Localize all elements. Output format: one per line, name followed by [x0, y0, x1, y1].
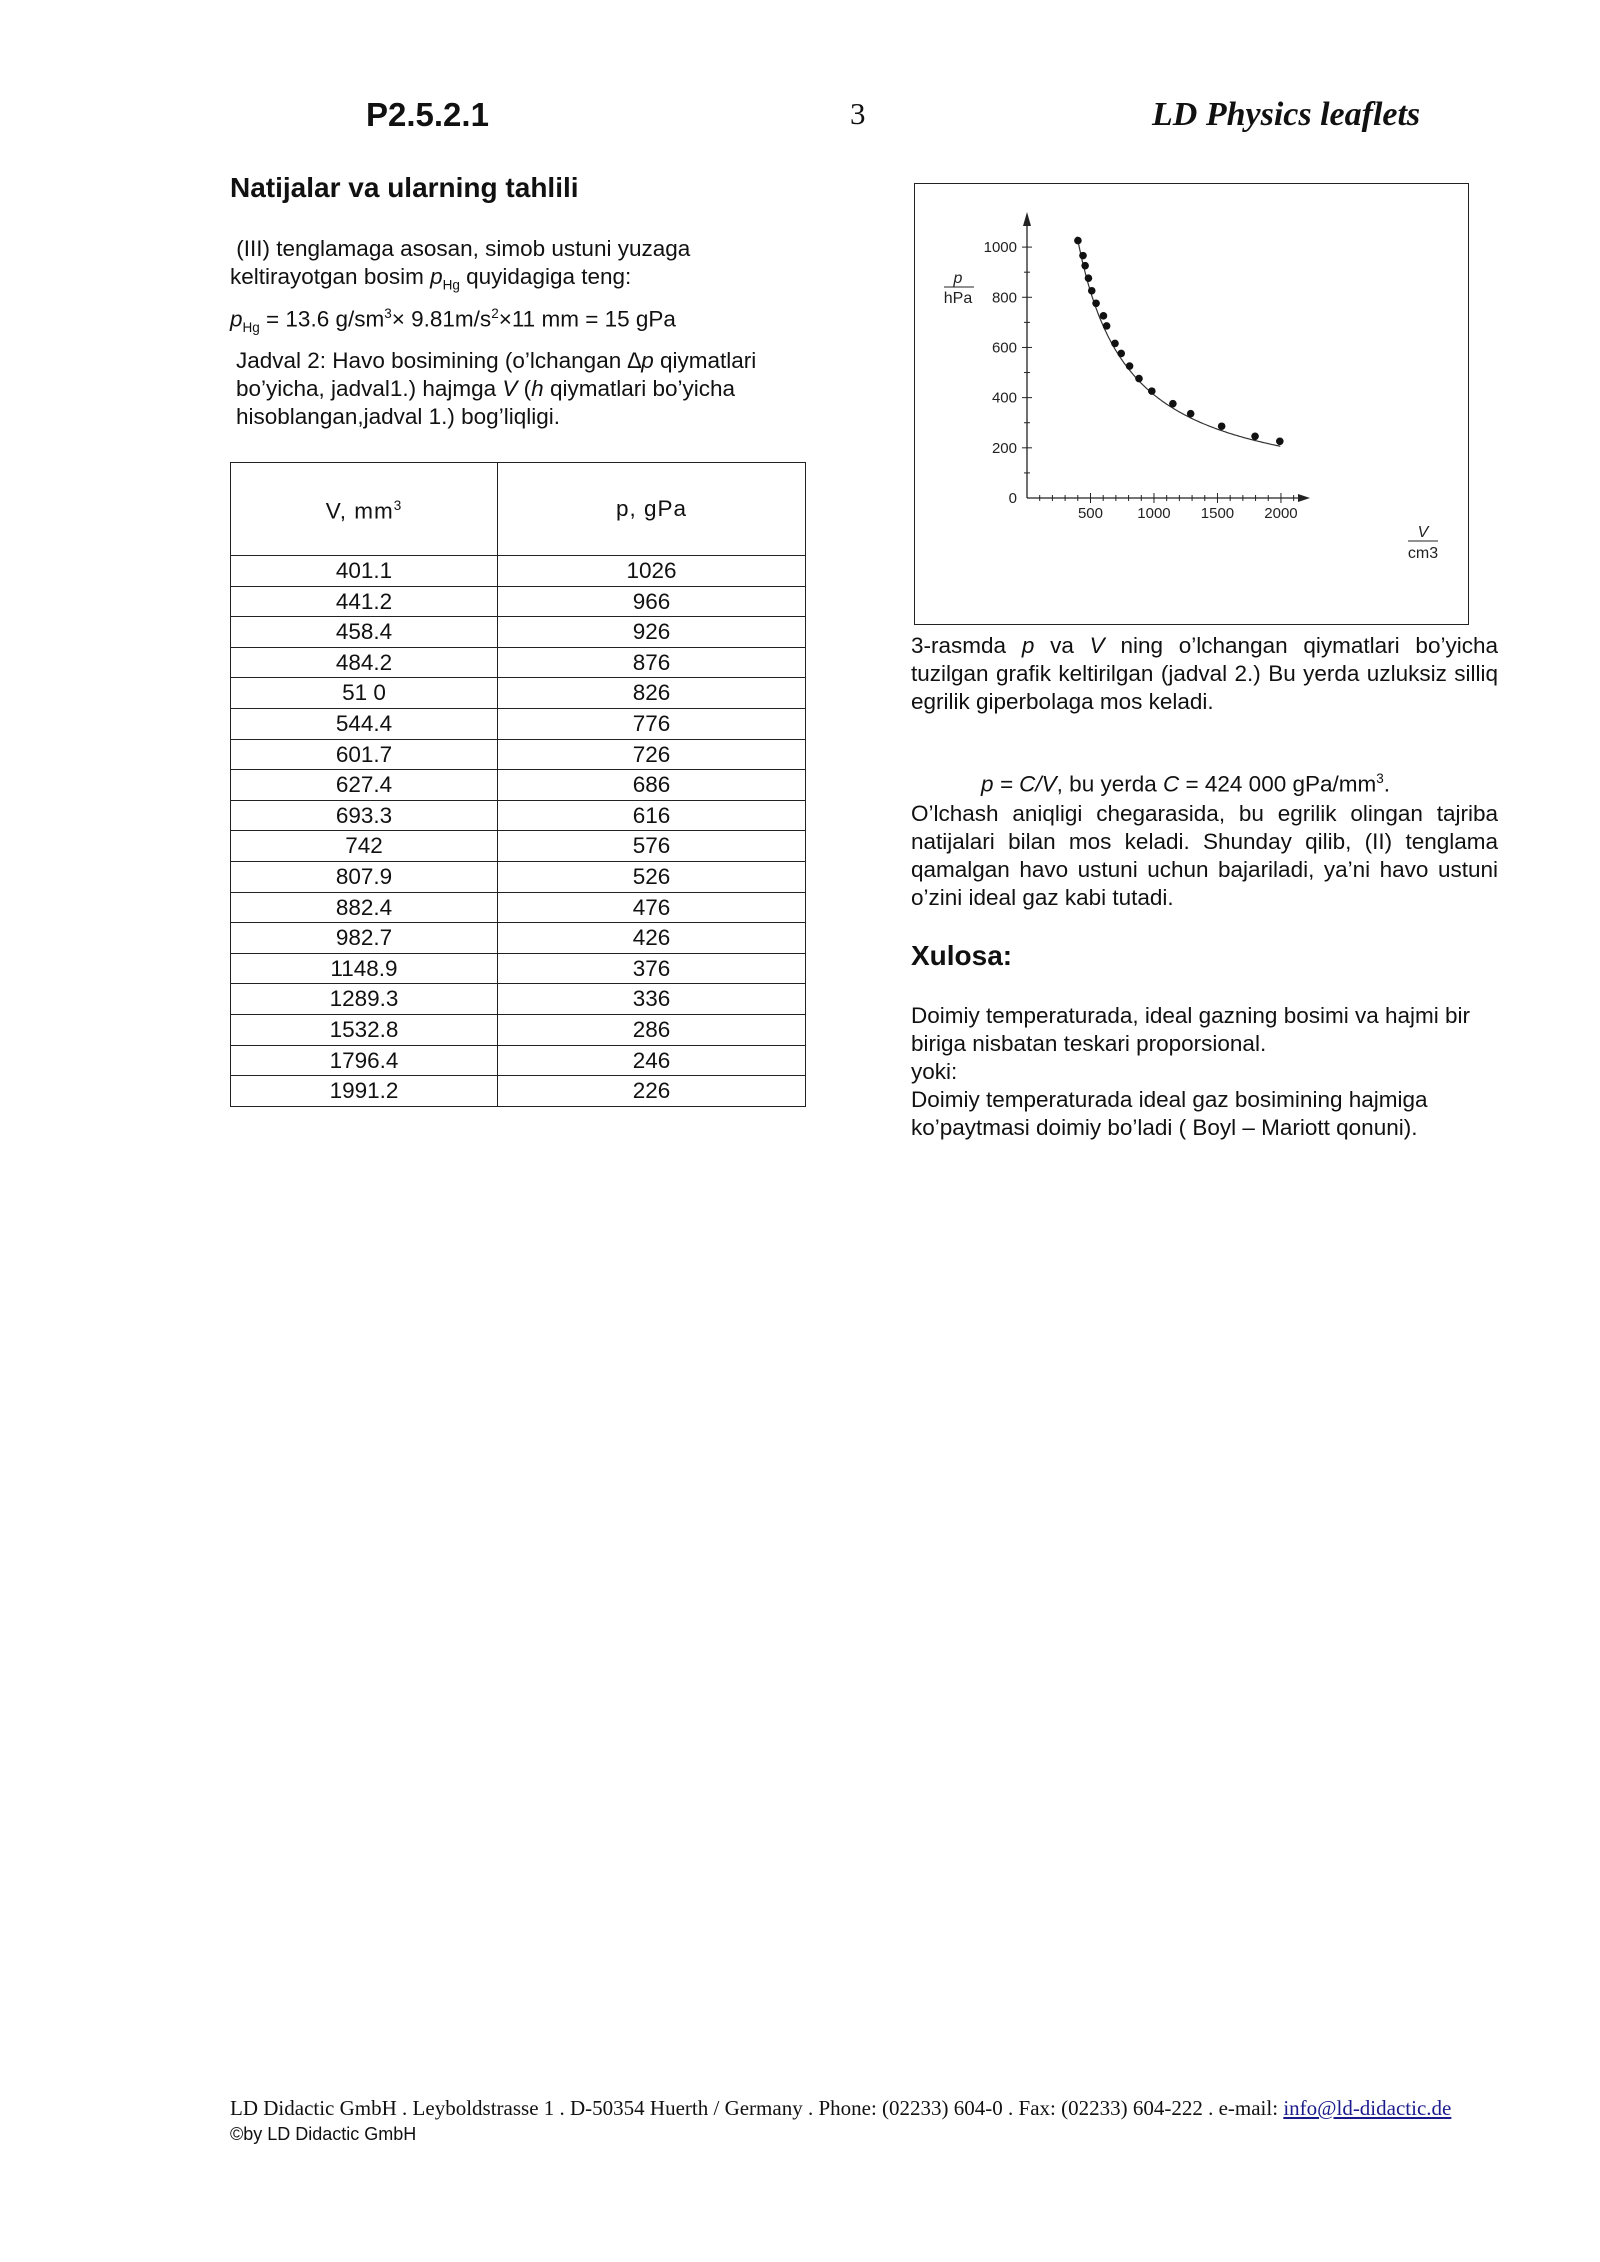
column-header-pressure: p, gPa: [498, 463, 806, 556]
data-point: [1100, 312, 1108, 320]
conclusion-text: Doimiy temperaturada, ideal gazning bosimi va hajmi bir biriga nisbatan teskari proporsional. yoki: Doimiy temperaturada ideal gaz bosimining hajmiga ko’paytmasi doimiy bo’ladi ( Boyl – Mariott qonuni).: [911, 1003, 1471, 1140]
table-row: [231, 984, 806, 1015]
cell-pressure: 226: [498, 1076, 806, 1107]
data-point: [1103, 322, 1111, 330]
table-row: [231, 586, 806, 617]
data-point: [1079, 252, 1087, 260]
data-table: [230, 462, 806, 1107]
table-row: [231, 617, 806, 648]
data-point: [1251, 432, 1259, 440]
cell-volume: 484.2: [231, 647, 498, 678]
cell-pressure: 776: [498, 708, 806, 739]
data-point: [1135, 375, 1143, 383]
cell-pressure: 616: [498, 800, 806, 831]
table-header-row: [231, 463, 806, 556]
section-heading: Natijalar va ularning tahlili: [230, 172, 579, 203]
cell-volume: 693.3: [231, 800, 498, 831]
cell-volume: 601.7: [231, 739, 498, 770]
page-number: 3: [850, 96, 866, 131]
conclusion-heading: Xulosa:: [911, 940, 1013, 971]
cell-pressure: 376: [498, 953, 806, 984]
cell-volume: 1991.2: [231, 1076, 498, 1107]
table-row: [231, 953, 806, 984]
table-row: [231, 770, 806, 801]
x-tick-label: 1000: [1137, 505, 1171, 522]
data-point: [1074, 237, 1082, 245]
data-point: [1276, 437, 1284, 445]
cell-volume: 1289.3: [231, 984, 498, 1015]
table-row: [231, 1076, 806, 1107]
mercury-pressure-formula: $p_{Hg} = 13.6$ $g/sm^3\times 9.81m/s^2\times 11$ mm = 15 gPa: [230, 305, 676, 335]
pressure-volume-chart: [914, 183, 1469, 625]
hyperbola-equation: p = C/V, bu yerda C = 424 000 gPa/$mm^3$.: [981, 771, 1391, 797]
data-point: [1088, 287, 1096, 295]
y-axis-label: p: [953, 270, 963, 287]
y-axis-arrow: [1023, 212, 1031, 226]
cell-pressure: 426: [498, 923, 806, 954]
y-tick-label: 1000: [983, 239, 1017, 257]
cell-pressure: 1026: [498, 556, 806, 587]
cell-pressure: 876: [498, 647, 806, 678]
data-point: [1148, 387, 1156, 395]
footer-email-link[interactable]: info@ld-didactic.de: [1283, 2096, 1452, 2120]
x-axis-unit: cm3: [1407, 545, 1439, 562]
y-axis-unit: hPa: [943, 290, 973, 307]
cell-pressure: 576: [498, 831, 806, 862]
data-point: [1187, 410, 1195, 418]
y-tick-label: 400: [991, 389, 1017, 407]
table-row: [231, 892, 806, 923]
table-caption: Jadval 2: Havo bosimining (o’lchangan ∆p qiymatlari bo’yicha, jadval1.) hajmga V (h qiymatlari bo’yicha hisoblangan,jadval 1.) bog’liqligi.: [236, 348, 757, 429]
y-tick-label: 0: [1008, 490, 1017, 507]
table-row: [231, 1014, 806, 1045]
document-code: P2.5.2.1: [366, 96, 489, 133]
table-row: [231, 800, 806, 831]
footer-copyright: ©by LD Didactic GmbH: [230, 2124, 417, 2144]
cell-pressure: 336: [498, 984, 806, 1015]
x-axis-label: V: [1417, 524, 1429, 541]
table-row: [231, 556, 806, 587]
cell-volume: 742: [231, 831, 498, 862]
data-point: [1085, 274, 1093, 282]
table-row: [231, 708, 806, 739]
data-point: [1126, 362, 1134, 370]
table-row: [231, 1045, 806, 1076]
cell-pressure: 286: [498, 1014, 806, 1045]
cell-pressure: 826: [498, 678, 806, 709]
data-point: [1169, 400, 1177, 408]
y-tick-label: 600: [991, 339, 1017, 357]
data-point: [1117, 350, 1125, 358]
cell-volume: 401.1: [231, 556, 498, 587]
cell-volume: 882.4: [231, 892, 498, 923]
cell-pressure: 926: [498, 617, 806, 648]
intro-paragraph: (III) tenglamaga asosan, simob ustuni yuzaga keltirayotgan bosim $p_{Hg}$ quyidagiga teng: $p_{Hg} = 13.6$ $g/sm^3\times 9.81m/s^2\times 11$ mm = 15 gPa: [230, 235, 830, 342]
fit-curve: [1077, 237, 1280, 447]
agreement-paragraph: O’lchash aniqligi chegarasida, bu egrilik olingan tajriba natijalari bilan mos keladi. Shunday qilib, (II) tenglama qamalgan havo ustuni uchun bajariladi, ya’ni havo ustuni o’zini ideal gaz kabi tutadi.: [911, 801, 1498, 910]
table-row: [231, 831, 806, 862]
table-row: [231, 739, 806, 770]
table-row: [231, 678, 806, 709]
cell-volume: 807.9: [231, 861, 498, 892]
table-row: [231, 923, 806, 954]
cell-pressure: 246: [498, 1045, 806, 1076]
x-tick-label: 1500: [1200, 505, 1235, 522]
cell-volume: 1148.9: [231, 953, 498, 984]
cell-volume: 1532.8: [231, 1014, 498, 1045]
cell-volume: 982.7: [231, 923, 498, 954]
x-tick-label: 2000: [1264, 505, 1298, 522]
cell-pressure: 966: [498, 586, 806, 617]
cell-volume: 1796.4: [231, 1045, 498, 1076]
y-tick-label: 800: [991, 289, 1017, 307]
column-header-volume: V, $mm^3$: [231, 463, 498, 556]
x-tick-label: 500: [1077, 505, 1104, 522]
figure-description: 3-rasmda p va V ning o’lchangan qiymatlari bo’yicha tuzilgan grafik keltirilgan (jadval 2.) Bu yerda uzluksiz silliq egrilik giperbolaga mos keladi.: [911, 633, 1498, 714]
cell-pressure: 476: [498, 892, 806, 923]
y-tick-label: 200: [991, 439, 1017, 457]
cell-volume: 627.4: [231, 770, 498, 801]
footer-address: LD Didactic GmbH . Leyboldstrasse 1 . D-50354 Huerth / Germany . Phone: (02233) 604-0 . Fax: (02233) 604-222 . e-mail: info@ld-didactic.de: [230, 2096, 1452, 2120]
data-point: [1081, 262, 1089, 270]
data-point: [1092, 299, 1100, 307]
data-point: [1111, 340, 1119, 348]
x-axis-arrow: [1298, 494, 1310, 502]
table-row: [231, 861, 806, 892]
cell-pressure: 526: [498, 861, 806, 892]
data-point: [1218, 422, 1226, 430]
brand-title: LD Physics leaflets: [1152, 96, 1421, 133]
table-row: [231, 647, 806, 678]
cell-pressure: 686: [498, 770, 806, 801]
cell-volume: 458.4: [231, 617, 498, 648]
cell-volume: 441.2: [231, 586, 498, 617]
cell-volume: 544.4: [231, 708, 498, 739]
cell-pressure: 726: [498, 739, 806, 770]
cell-volume: 51 0: [231, 678, 498, 709]
